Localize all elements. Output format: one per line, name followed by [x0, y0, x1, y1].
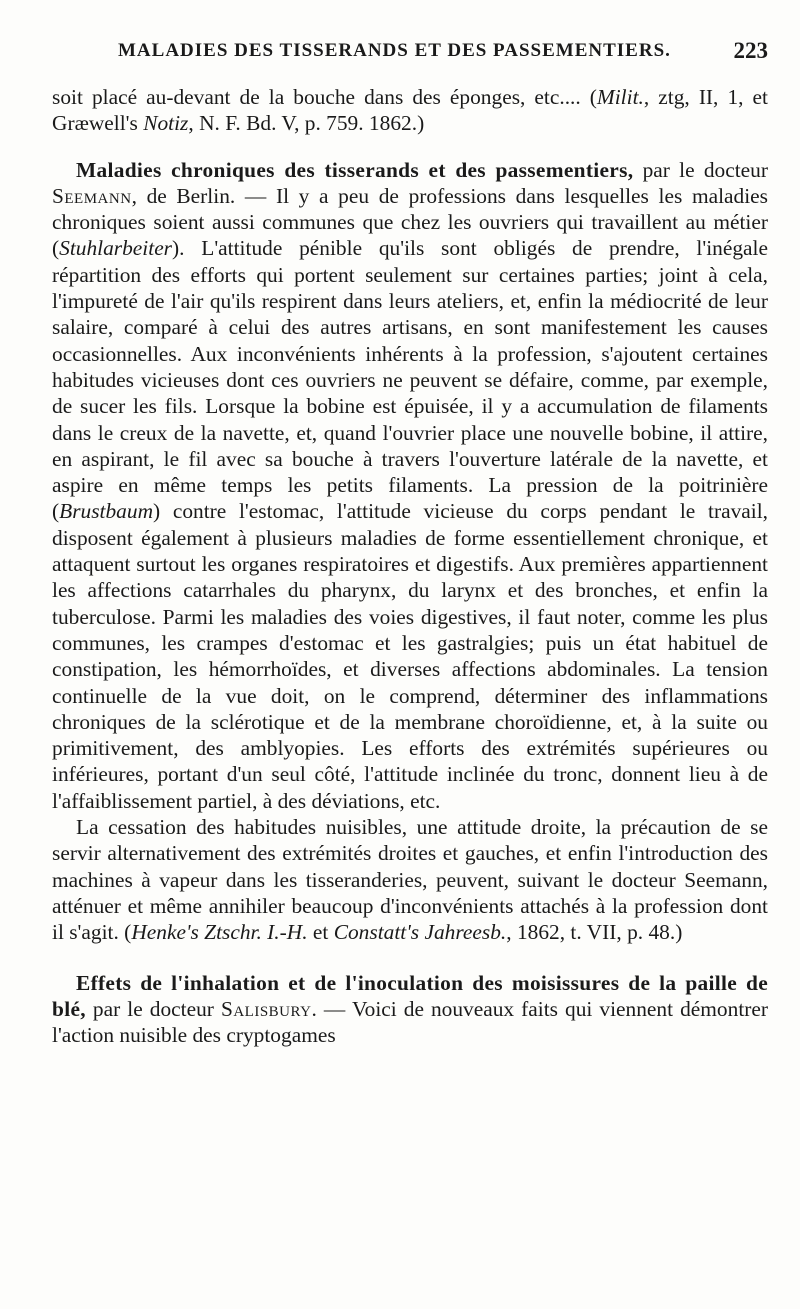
paragraph-text: ) contre l'estomac, l'attitude vicieuse du corps pendant le travail, disposent également à plusieurs maladies de forme essentiellement chronique, et attaquent surtout les organes respiratoires et digestifs. Aux premières appartiennent les affections catarrhales du pharynx, du larynx et des bronches, et enfin la tuberculose. Parmi les maladies des voies digestives, il faut noter, comme les plus communes, les crampes d'estomac et les gastralgies; puis un état habituel de constipation, les hémorrhoïdes, et diverses affections abdominales. La tension continuelle de la vue doit, on le comprend, déterminer des inflammations chroniques de la sclérotique et de la membrane choroïdienne, et, à la suite ou primitivement, des amblyopies. Les efforts des extrémités supérieures ou inférieures, portant d'un seul côté, l'attitude inclinée du tronc, donnent lieu à de l'affaiblissement partiel, à des déviations, etc.	[52, 499, 768, 813]
page-body	[52, 84, 768, 1048]
author-name: Salisbury	[220, 996, 312, 1021]
citation-italic: Milit.	[596, 85, 644, 109]
article-moisissures	[52, 970, 768, 1049]
paragraph-text: La cessation des habitudes nuisibles, une attitude droite, la précaution de se servir alternativement des extrémités droites et gauches, et enfin l'introduction des machines à vapeur dans les tisseranderies, peuvent, suivant le docteur Seemann, atténuer et même annihiler beaucoup d'inconvénients attachés à la profession dont il s'agit. (	[52, 815, 768, 945]
paragraph-text: , ztg, II, 1, et Græwell's	[52, 85, 768, 136]
paragraph-text: ). L'attitude pénible qu'ils sont obligés de prendre, l'inégale répartition des efforts qui portent seulement sur certaines parties; joint à cela, l'impureté de l'air qu'ils respirent dans leurs ateliers, et, enfin la médiocrité de leur salaire, comparé à celui des autres artisans, en sont manifestement les causes occasionnelles. Aux inconvénients inhérents à la profession, s'ajoutent certaines habitudes vicieuses dont ces ouvriers ne peuvent se défaire, comme, par exemple, de sucer les fils. Lorsque la bobine est épuisée, il y a accumulation de filaments dans le creux de la navette, et, quand l'ouvrier place une nouvelle bobine, il attire, en aspirant, le fil avec sa bouche à travers l'ouverture latérale de la navette, et aspire en même temps les petits filaments. La pression de la poitrinière (	[52, 236, 768, 524]
citation-italic: Henke's Ztschr. I.-H.	[131, 920, 308, 945]
running-title: MALADIES DES TISSERANDS ET DES PASSEMENTIERS.	[118, 40, 671, 61]
author-name: Seemann	[52, 183, 132, 208]
term-italic: Brustbaum	[59, 499, 154, 524]
article-tisserands	[52, 157, 768, 814]
paragraph-text: par le docteur	[633, 157, 768, 182]
paragraph-text: et	[307, 920, 334, 945]
page-header	[118, 38, 768, 70]
citation-italic: Constatt's Jahreesb.	[333, 920, 507, 945]
paragraph-text: , N. F. Bd. V, p. 759. 1862.)	[188, 111, 425, 136]
citation-italic: Notiz	[143, 111, 189, 136]
page-number: 223	[733, 38, 768, 63]
paragraph-text: . — Voici de nouveaux faits qui viennent démontrer l'action nuisible des cryptogames	[52, 996, 769, 1048]
paragraph-conclusion	[52, 814, 768, 945]
article-heading: Maladies chroniques des tisserands et des passementiers,	[76, 157, 634, 182]
paragraph-citation-continuation	[52, 84, 768, 137]
article-heading: Effets de l'inhalation et de l'inoculation des moisissures de la paille de blé,	[52, 970, 768, 1021]
paragraph-text: , de Berlin. — Il y a peu de professions dans lesquelles les maladies chroniques soient aussi communes que chez les ouvriers qui travaillent au métier (	[52, 183, 768, 261]
paragraph-text: par le docteur	[85, 996, 221, 1021]
term-italic: Stuhlarbeiter	[59, 236, 173, 261]
paragraph-text: soit placé au-devant de la bouche dans des éponges, etc.... (	[52, 85, 597, 109]
paragraph-text: , 1862, t. VII, p. 48.)	[506, 920, 683, 945]
